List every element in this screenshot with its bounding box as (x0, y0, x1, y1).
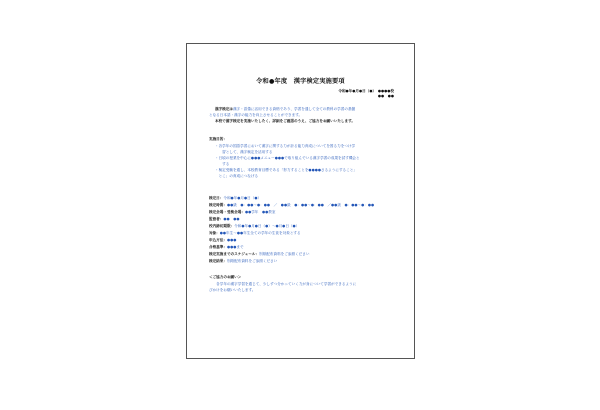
document-meta-date: 令和●年●月●日（●） ●●●●校 (338, 89, 394, 93)
detail-row (209, 259, 277, 265)
intro-line-2: となる日本語・漢字の能力を向上させることができます。 (209, 113, 303, 117)
intro-line-3: 本校で漢字検定を実施いたしたく、詳細をご確認のうえ、ご協力をお願いいたします。 (215, 119, 356, 123)
detail-label: 検定結果： (209, 259, 227, 263)
intro-line-1 (215, 107, 355, 113)
detail-row (209, 231, 301, 237)
intro-prefix: 漢字検定は (215, 107, 233, 111)
detail-label: 対象： (209, 231, 220, 235)
purpose-line: とこ」の育成につなげる (215, 174, 259, 178)
purpose-line: する (215, 162, 230, 166)
detail-row (209, 210, 275, 216)
detail-label: 校内締切期限： (209, 224, 235, 228)
detail-value: 令和●年●月●日（●）～●月●日（●） (234, 224, 300, 228)
detail-value: ●●学年 ●●教室 (244, 210, 276, 214)
document-page (186, 43, 415, 359)
detail-value: ●●●まで (226, 245, 244, 249)
request-heading: ＜ご協力のお願い＞ (209, 275, 242, 279)
detail-label: 合格基準： (209, 245, 227, 249)
purpose-line: 習として、漢字検定を活用する (215, 150, 273, 154)
detail-value: 令和●年●月●日（●） (223, 196, 262, 200)
detail-row (209, 203, 374, 209)
detail-label: 監督者： (209, 217, 224, 221)
detail-row (209, 238, 236, 244)
detail-label: 検定会場・受検会場： (209, 210, 245, 214)
document-meta-author: ●● ●● (377, 94, 394, 98)
detail-value: ●●級 ●：●●～●：●● ／ ●●級 ●：●●～●：●● ／●●級 ●：●●～●：●● (226, 203, 375, 207)
detail-row (209, 252, 309, 258)
detail-label: 申込方法： (209, 238, 227, 242)
detail-value: ●● ●● (223, 217, 240, 221)
intro-body: 漢字・語彙に活用できる資格であり、学習を通して全ての教科の学習の基盤 (232, 107, 356, 111)
request-line: びかけをお願いいたします。 (209, 288, 256, 292)
detail-label: 検定時間： (209, 203, 227, 207)
purpose-line: ・検定受験を通し、本校教育目標である「努力することを●●●●さるようにすること」 (215, 168, 357, 172)
detail-row (209, 217, 240, 223)
page-title: 令和●年度 漢字検定実施要項 (256, 78, 345, 85)
detail-label: 検定日： (209, 196, 224, 200)
request-line: 各学年の漢字学習を通じて、少しずつ分かっていく力が身について学習ができるように (209, 282, 357, 286)
detail-row (209, 196, 261, 202)
detail-row (209, 245, 244, 251)
detail-value: 別紙配布資料をご参照ください (226, 259, 278, 263)
detail-row (209, 224, 299, 230)
purpose-heading: 実施目的： (209, 137, 227, 141)
detail-label: 検定実施までのスケジュール： (209, 252, 260, 256)
purpose-line: ・各学年の国語学習において漢字に関する力が計る能力育成についてを図る力をつけ学 (215, 144, 356, 148)
detail-value: 別紙配布資料をご参照ください (259, 252, 310, 256)
detail-value: ●●年生～●●年生全ての学年の生徒を対象とする (219, 231, 301, 235)
detail-value: ●●● (226, 238, 237, 242)
purpose-line: ・日頃の授業を中心に●●●メニュー●●●で取り組んでいる漢字学習の成果を試す機会と (215, 156, 360, 160)
